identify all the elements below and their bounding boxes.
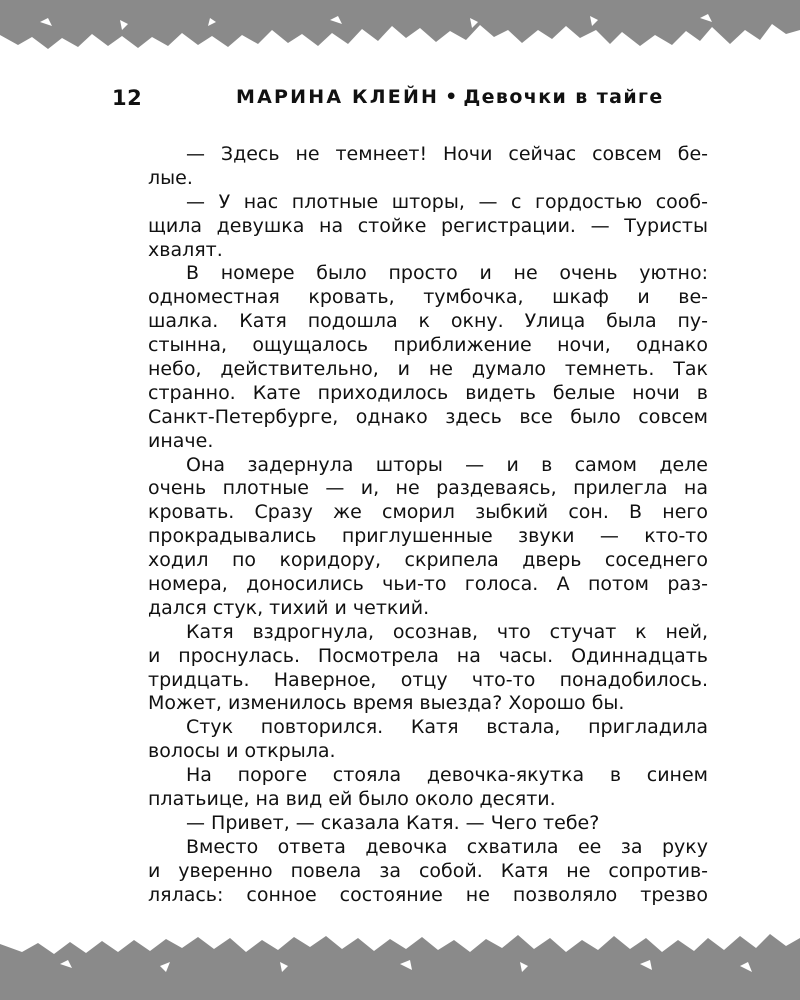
text-line: В номере было просто и не очень уютно: [186,262,708,285]
text-line: стынна, ощущалось приближение ночи, однако [148,334,708,357]
text-line: шалка. Катя подошла к окну. Улица была пу- [148,310,708,333]
text-line: щила девушка на стойке регистрации. — Туристы [148,214,708,237]
text-line: тридцать. Наверное, отцу что-то понадобилось. [148,668,708,691]
text-line: Стук повторился. Катя встала, пригладила [186,716,708,739]
text-line: и проснулась. Посмотрела на часы. Одиннадцать [148,644,708,667]
text-line: волосы и открыла. [148,740,336,763]
text-line: и уверенно повела за собой. Катя не сопротив- [148,859,708,882]
text-line: — Здесь не темнеет! Ночи сейчас совсем бе- [186,143,708,165]
text-line: На пороге стояла девочка-якутка в синем [186,764,708,787]
text-line: номера, доносились чьи-то голоса. А потом раз- [148,573,708,596]
torn-edge-top [0,0,800,80]
running-head [236,86,664,108]
text-line: хвалят. [148,238,223,261]
text-line: лялась: сонное состояние не позволяло трезво [148,883,708,906]
text-line: лые. [148,166,193,189]
page-number: 12 [112,86,143,110]
text-line: Катя вздрогнула, осознав, что стучат к ней, [186,620,708,643]
text-line: — У нас плотные шторы, — с гордостью сооб- [186,190,708,213]
text-line: иначе. [148,429,214,452]
text-line: ходил по коридору, скрипела дверь соседнего [148,549,708,572]
author-name: МАРИНА КЛЕЙН [236,86,440,108]
header-separator: • [445,86,458,108]
text-line: одноместная кровать, тумбочка, шкаф и ве- [148,286,708,309]
text-line: Вместо ответа девочка схватила ее за руку [186,835,708,858]
text-line: — Привет, — сказала Катя. — Чего тебе? [186,811,600,834]
text-line: очень плотные — и, не раздеваясь, прилегла на [148,477,708,500]
text-line: Может, изменилось время выезда? Хорошо бы. [148,692,625,715]
text-line: небо, действительно, и не думало темнеть. Так [148,358,708,381]
text-line: кровать. Сразу же сморил зыбкий сон. В него [148,501,708,524]
text-line: Она задернула шторы — и в самом деле [186,453,708,476]
torn-edge-bottom [0,916,800,1000]
book-title: Девочки в тайге [463,86,664,108]
body-text [148,143,708,908]
text-line: странно. Кате приходилось видеть белые ночи в [148,381,708,404]
text-line: Санкт-Петербурге, однако здесь все было совсем [148,405,708,428]
text-line: платьице, на вид ей было около десяти. [148,788,556,811]
text-line: прокрадывались приглушенные звуки — кто-то [148,525,708,548]
text-line: дался стук, тихий и четкий. [148,596,430,619]
